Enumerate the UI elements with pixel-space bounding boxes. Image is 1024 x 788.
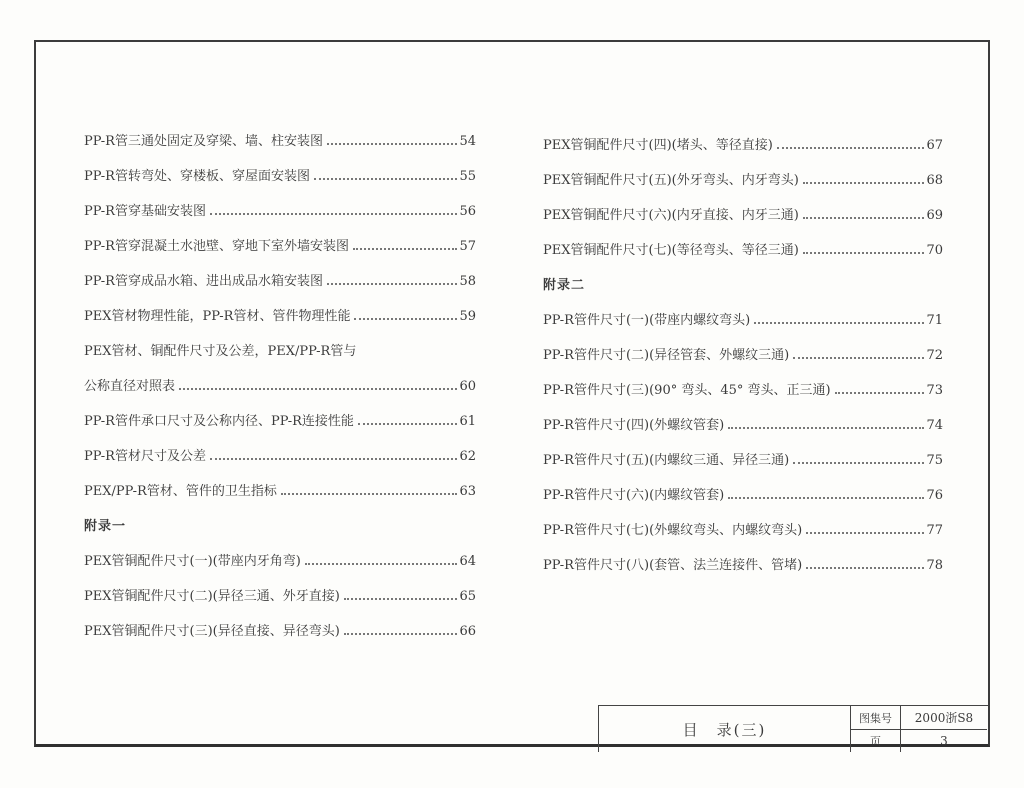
toc-entry[interactable] [543, 375, 943, 410]
toc-entry-page: 71 [926, 313, 943, 328]
toc-entry[interactable] [84, 406, 476, 441]
toc-entry-page: 62 [459, 449, 476, 464]
toc-entry[interactable] [84, 441, 476, 476]
page-number-label: 页 [851, 730, 901, 752]
toc-entry-page: 67 [926, 138, 943, 153]
toc-entry-page: 66 [459, 624, 476, 639]
dot-leader [353, 248, 457, 250]
toc-entry-title: PP-R管件尺寸(三)(90° 弯头、45° 弯头、正三通) [543, 383, 831, 398]
dot-leader [327, 283, 457, 285]
toc-entry[interactable] [543, 480, 943, 515]
toc-entry[interactable] [543, 200, 943, 235]
toc-entry-title: PP-R管件尺寸(一)(带座内螺纹弯头) [543, 313, 751, 328]
dot-leader [354, 318, 457, 320]
toc-entry[interactable] [84, 161, 476, 196]
toc-entry-title: PP-R管穿成品水箱、进出成品水箱安装图 [84, 274, 323, 289]
toc-entry-page: 60 [459, 379, 476, 394]
toc-entry-page: 58 [459, 274, 476, 289]
toc-entry[interactable] [84, 231, 476, 266]
toc-entry-title: PP-R管穿基础安装图 [84, 204, 206, 219]
atlas-number-value: 2000浙S8 [901, 706, 987, 730]
toc-entry-title: PP-R管件尺寸(六)(内螺纹管套) [543, 488, 725, 503]
toc-entry-page: 73 [926, 383, 943, 398]
toc-entry-page: 54 [459, 134, 476, 149]
toc-entry-page: 75 [926, 453, 943, 468]
toc-entry[interactable] [84, 581, 476, 616]
dot-leader [793, 357, 924, 359]
dot-leader [806, 567, 924, 569]
toc-entry[interactable] [543, 305, 943, 340]
toc-entry-title: PEX管铜配件尺寸(一)(带座内牙角弯) [84, 554, 301, 569]
toc-entry-title: PP-R管穿混凝土水池壁、穿地下室外墙安装图 [84, 239, 349, 254]
dot-leader [803, 252, 925, 254]
toc-entry-page: 59 [459, 309, 476, 324]
dot-leader [728, 497, 924, 499]
toc-entry-title: PP-R管件承口尺寸及公称内径、PP-R连接性能 [84, 414, 354, 429]
toc-entry-title: PEX管铜配件尺寸(六)(内牙直接、内牙三通) [543, 208, 799, 223]
toc-entry-page: 65 [459, 589, 476, 604]
toc-entry[interactable] [543, 515, 943, 550]
dot-leader [210, 458, 457, 460]
toc-entry[interactable] [84, 266, 476, 301]
toc-entry-title: PEX管铜配件尺寸(三)(异径直接、异径弯头) [84, 624, 340, 639]
toc-entry-page: 69 [926, 208, 943, 223]
dot-leader [835, 392, 925, 394]
dot-leader [281, 493, 458, 495]
toc-entry-title: PP-R管件尺寸(五)(内螺纹三通、异径三通) [543, 453, 790, 468]
toc-entry[interactable] [84, 126, 476, 161]
dot-leader [210, 213, 457, 215]
toc-entry[interactable] [543, 410, 943, 445]
dot-leader [777, 147, 925, 149]
toc-entry-title: PP-R管件尺寸(八)(套管、法兰连接件、管堵) [543, 558, 803, 573]
toc-right-column [543, 130, 943, 585]
toc-entry-title: PEX/PP-R管材、管件的卫生指标 [84, 484, 277, 499]
toc-entry[interactable] [84, 301, 476, 336]
dot-leader [806, 532, 924, 534]
dot-leader [803, 217, 925, 219]
toc-entry-title: PEX管铜配件尺寸(五)(外牙弯头、内牙弯头) [543, 173, 799, 188]
toc-entry[interactable] [84, 546, 476, 581]
dot-leader [305, 563, 458, 565]
toc-entry-page: 78 [926, 558, 943, 573]
dot-leader [793, 462, 924, 464]
dot-leader [179, 388, 457, 390]
toc-entry-title-line: PEX管材、铜配件尺寸及公差，PEX/PP-R管与 [84, 344, 357, 359]
toc-entry[interactable] [84, 371, 476, 406]
toc-entry[interactable] [84, 476, 476, 511]
toc-entry-page: 74 [926, 418, 943, 433]
toc-entry-title: PEX管铜配件尺寸(七)(等径弯头、等径三通) [543, 243, 799, 258]
dot-leader [728, 427, 924, 429]
dot-leader [803, 182, 925, 184]
appendix-heading: 附录二 [543, 278, 586, 293]
toc-entry[interactable] [543, 130, 943, 165]
toc-entry-title: PP-R管件尺寸(七)(外螺纹弯头、内螺纹弯头) [543, 523, 803, 538]
toc-entry[interactable] [543, 445, 943, 480]
appendix-heading: 附录一 [84, 519, 127, 534]
toc-entry-title: PP-R管转弯处、穿楼板、穿屋面安装图 [84, 169, 310, 184]
toc-left-column [84, 126, 476, 651]
toc-entry-page: 61 [459, 414, 476, 429]
title-block-main-title: 目 录(三) [599, 706, 851, 752]
toc-entry[interactable] [543, 165, 943, 200]
dot-leader [344, 633, 458, 635]
toc-entry-page: 70 [926, 243, 943, 258]
toc-entry[interactable] [543, 235, 943, 270]
dot-leader [314, 178, 457, 180]
dot-leader [344, 598, 458, 600]
toc-entry-title: PEX管材物理性能，PP-R管材、管件物理性能 [84, 309, 351, 324]
toc-entry-title: 公称直径对照表 [84, 379, 176, 394]
toc-entry-page: 68 [926, 173, 943, 188]
dot-leader [358, 423, 458, 425]
toc-entry-page: 77 [926, 523, 943, 538]
toc-entry-title: PEX管铜配件尺寸(二)(异径三通、外牙直接) [84, 589, 340, 604]
toc-entry-page: 64 [459, 554, 476, 569]
toc-entry[interactable] [543, 550, 943, 585]
dot-leader [327, 143, 457, 145]
toc-entry-page: 55 [459, 169, 476, 184]
toc-entry-page: 57 [459, 239, 476, 254]
toc-entry-page: 72 [926, 348, 943, 363]
toc-entry[interactable] [84, 196, 476, 231]
atlas-number-label: 图集号 [851, 706, 901, 730]
toc-entry-title: PP-R管件尺寸(四)(外螺纹管套) [543, 418, 725, 433]
toc-entry[interactable] [543, 340, 943, 375]
title-block [598, 705, 988, 752]
dot-leader [754, 322, 924, 324]
toc-entry-page: 76 [926, 488, 943, 503]
toc-entry-title: PP-R管件尺寸(二)(异径管套、外螺纹三通) [543, 348, 790, 363]
toc-entry-title: PEX管铜配件尺寸(四)(堵头、等径直接) [543, 138, 773, 153]
toc-entry-title: PP-R管材尺寸及公差 [84, 449, 206, 464]
toc-entry-title: PP-R管三通处固定及穿梁、墙、柱安装图 [84, 134, 323, 149]
toc-entry-page: 56 [459, 204, 476, 219]
toc-entry[interactable] [84, 616, 476, 651]
page-number-value: 3 [940, 734, 948, 748]
toc-entry-page: 63 [459, 484, 476, 499]
